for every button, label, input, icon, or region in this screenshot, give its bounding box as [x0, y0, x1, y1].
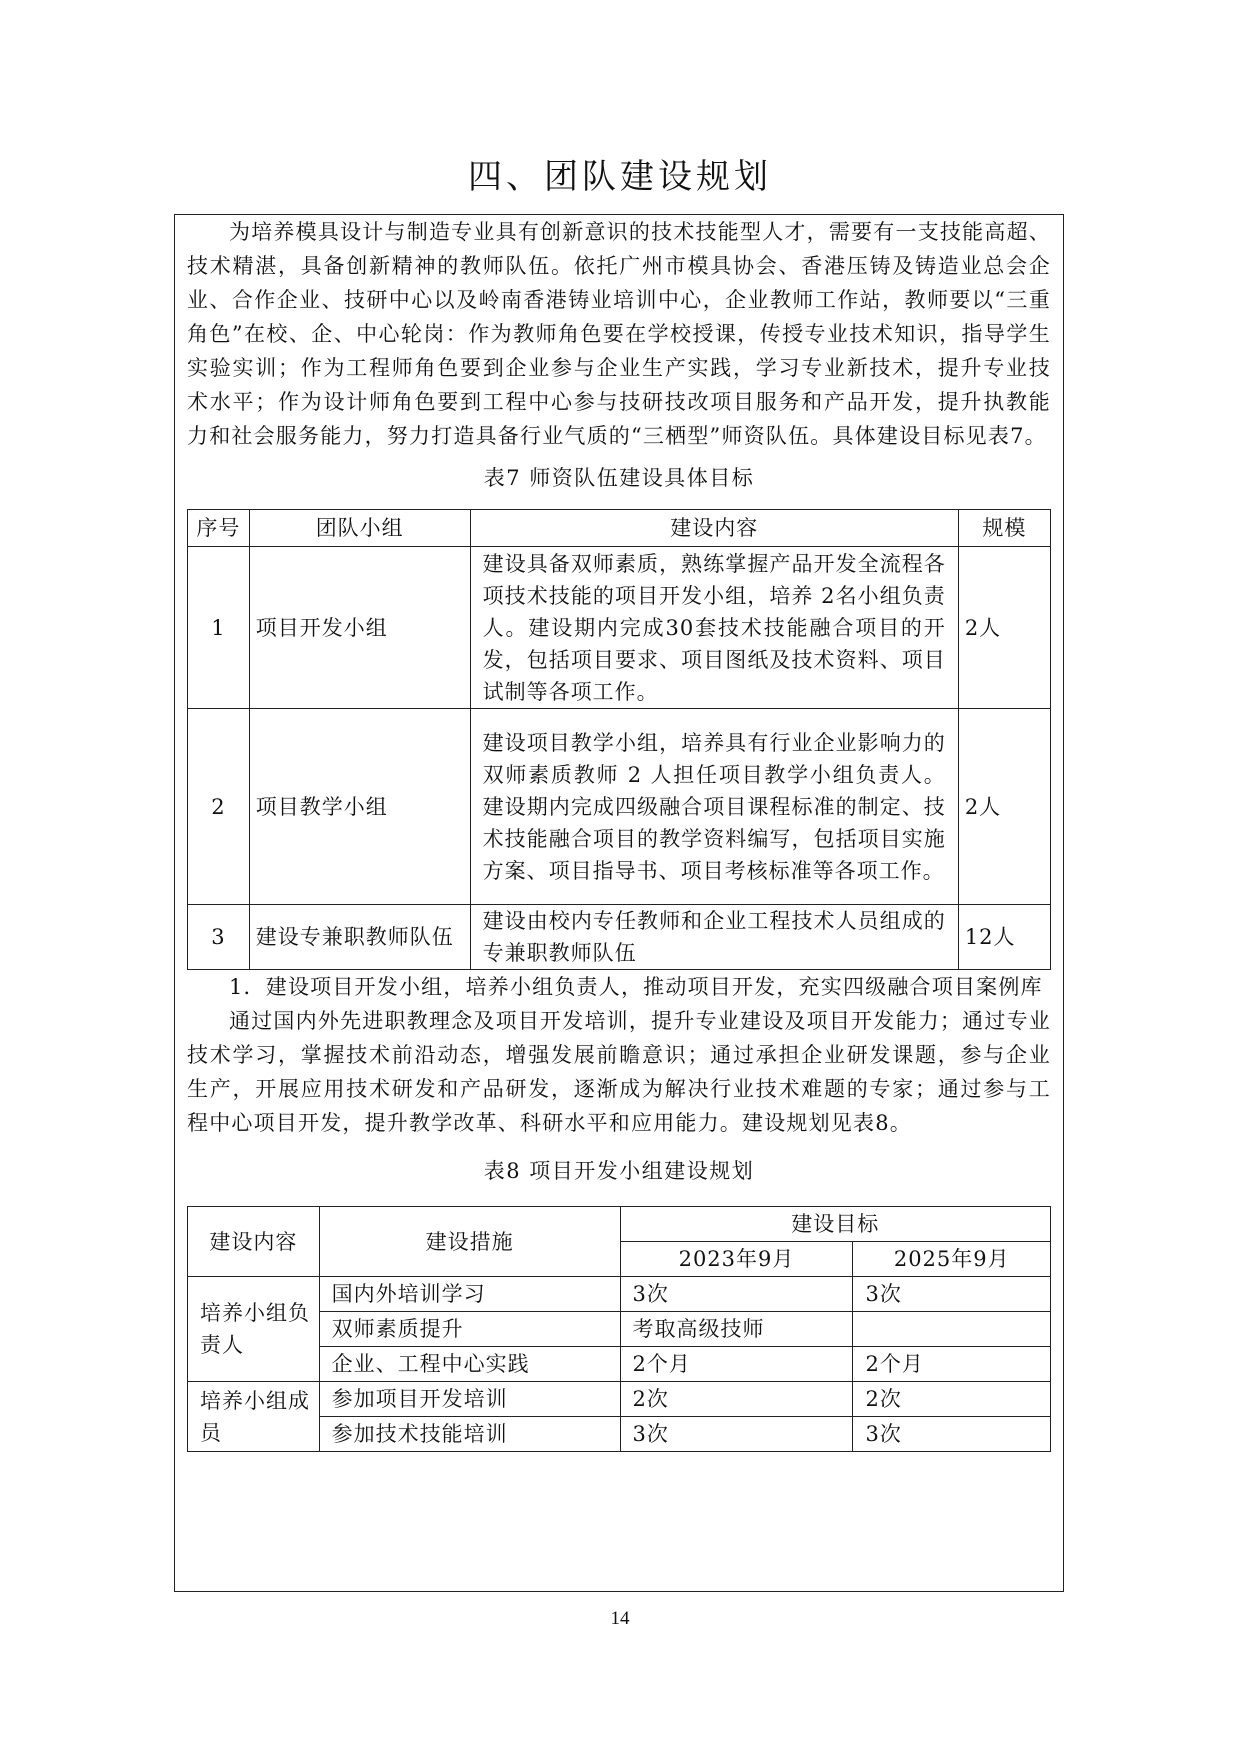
table8-header-content: 建设内容 [188, 1207, 320, 1277]
table8-header-row [188, 1207, 1051, 1242]
row-2025: 3次 [853, 1277, 1051, 1312]
section1-paragraph: 通过国内外先进职教理念及项目开发培训，提升专业建设及项目开发能力；通过专业技术学习，掌握技术前沿动态，增强发展前瞻意识；通过承担企业研发课题，参与企业生产，开展应用技术研发和产品研发，逐渐成为解决行业技术难题的专家；通过参与工程中心项目开发，提升教学改革、科研水平和应用能力。建设规划见表8。 [187, 1009, 1051, 1135]
row-scale: 12人 [958, 905, 1050, 970]
table-row [188, 905, 1051, 970]
table-row [188, 709, 1051, 905]
row-group: 项目开发小组 [249, 547, 470, 709]
content-frame [174, 214, 1064, 1592]
table-row [188, 1382, 1051, 1417]
table7-header-group: 团队小组 [249, 510, 470, 547]
row-content: 建设由校内专任教师和企业工程技术人员组成的专兼职教师队伍 [470, 905, 958, 970]
table7 [187, 509, 1051, 970]
row-2025: 2个月 [853, 1347, 1051, 1382]
table7-header-content: 建设内容 [470, 510, 958, 547]
table8-header-goal: 建设目标 [620, 1207, 1051, 1242]
section1-heading: 1．建设项目开发小组，培养小组负责人，推动项目开发，充实四级融合项目案例库 [229, 975, 1043, 999]
row-no: 3 [188, 905, 250, 970]
row-scale: 2人 [958, 547, 1050, 709]
row-content: 建设项目教学小组，培养具有行业企业影响力的双师素质教师 2 人担任项目教学小组负责人。建设期内完成四级融合项目课程标准的制定、技术技能融合项目的教学资料编写，包括项目实施方案、项目指导书、项目考核标准等各项工作。 [470, 709, 958, 905]
page-number: 14 [610, 1608, 630, 1629]
row-no: 1 [188, 547, 250, 709]
row-group: 建设专兼职教师队伍 [249, 905, 470, 970]
table8 [187, 1206, 1051, 1452]
table7-header-no: 序号 [188, 510, 250, 547]
row-measure: 参加技术技能培训 [319, 1417, 620, 1452]
row-group: 项目教学小组 [249, 709, 470, 905]
row-2025: 3次 [853, 1417, 1051, 1452]
table7-header-scale: 规模 [958, 510, 1050, 547]
row-2023: 2个月 [620, 1347, 853, 1382]
table-row [188, 547, 1051, 709]
row-measure: 双师素质提升 [319, 1312, 620, 1347]
group-label: 培养小组成员 [188, 1382, 320, 1452]
table8-header-measure: 建设措施 [319, 1207, 620, 1277]
row-no: 2 [188, 709, 250, 905]
page-title: 四、团队建设规划 [468, 157, 772, 197]
table8-header-2025: 2025年9月 [853, 1242, 1051, 1277]
row-content: 建设具备双师素质，熟练掌握产品开发全流程各项技术技能的项目开发小组，培养 2名小组负责人。建设期内完成30套技术技能融合项目的开发，包括项目要求、项目图纸及技术资料、项目试制等各项工作。 [470, 547, 958, 709]
row-2023: 3次 [620, 1417, 853, 1452]
row-2025 [853, 1312, 1051, 1347]
group-label: 培养小组负责人 [188, 1277, 320, 1382]
row-measure: 参加项目开发培训 [319, 1382, 620, 1417]
row-2023: 3次 [620, 1277, 853, 1312]
row-2023: 2次 [620, 1382, 853, 1417]
table7-caption: 表7 师资队伍建设具体目标 [483, 466, 755, 490]
row-2025: 2次 [853, 1382, 1051, 1417]
row-2023: 考取高级技师 [620, 1312, 853, 1347]
table-row [188, 1277, 1051, 1312]
intro-paragraph: 为培养模具设计与制造专业具有创新意识的技术技能型人才，需要有一支技能高超、技术精湛，具备创新精神的教师队伍。依托广州市模具协会、香港压铸及铸造业总会企业、合作企业、技研中心以及岭南香港铸业培训中心，企业教师工作站，教师要以“三重角色”在校、企、中心轮岗：作为教师角色要在学校授课，传授专业技术知识，指导学生实验实训；作为工程师角色要到企业参与企业生产实践，学习专业新技术，提升专业技术水平；作为设计师角色要到工程中心参与技研技改项目服务和产品开发，提升执教能力和社会服务能力，努力打造具备行业气质的“三栖型”师资队伍。具体建设目标见表7。 [187, 220, 1051, 448]
table8-header-2023: 2023年9月 [620, 1242, 853, 1277]
row-measure: 企业、工程中心实践 [319, 1347, 620, 1382]
table7-header-row [188, 510, 1051, 547]
table8-caption: 表8 项目开发小组建设规划 [483, 1159, 755, 1183]
row-scale: 2人 [958, 709, 1050, 905]
row-measure: 国内外培训学习 [319, 1277, 620, 1312]
